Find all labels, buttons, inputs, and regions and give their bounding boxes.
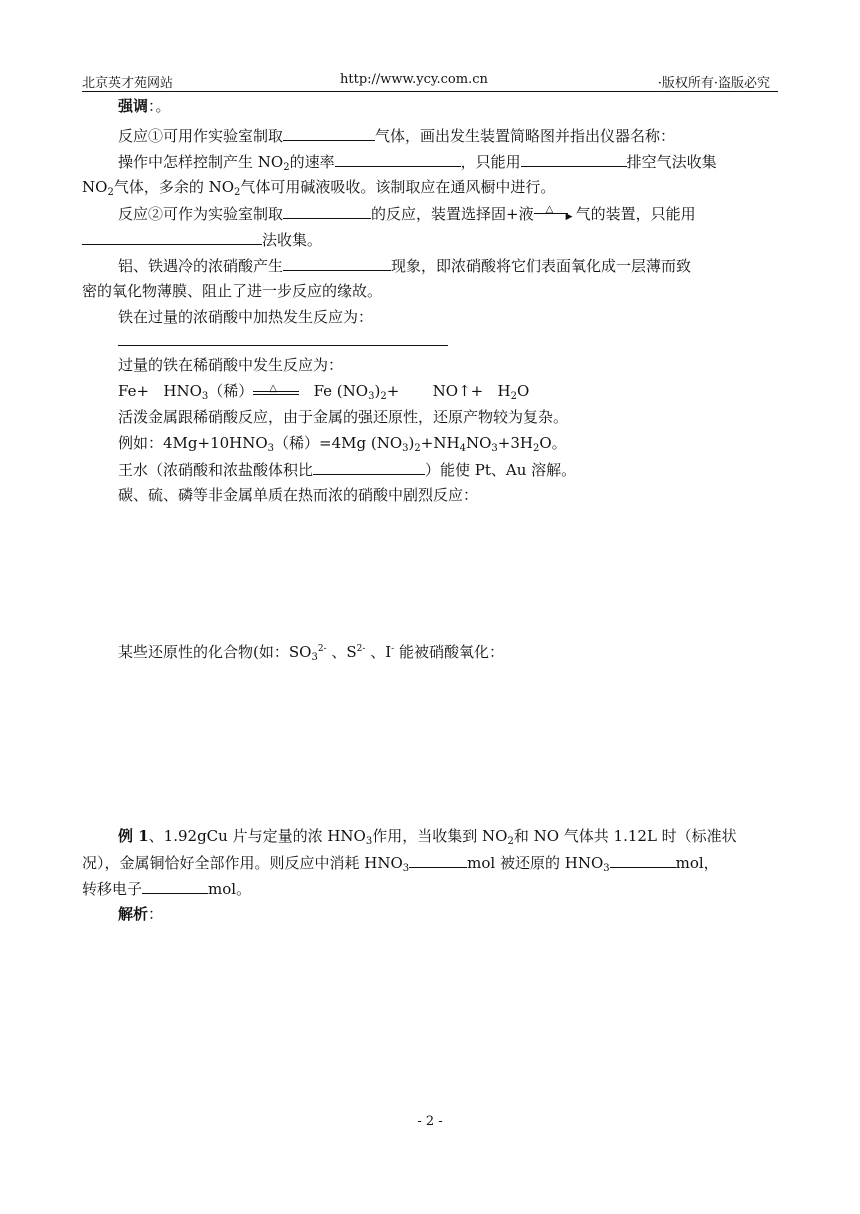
subscript: 3 xyxy=(402,863,410,874)
paragraph-line: 活泼金属跟稀硝酸反应，由于金属的强还原性，还原产物较为复杂。 xyxy=(118,408,569,426)
subscript: 2 xyxy=(532,443,540,454)
text-run: Fe (NO xyxy=(313,382,369,400)
paragraph-line: 碳、硫、磷等非金属单质在热而浓的硝酸中剧烈反应： xyxy=(118,486,479,504)
equals-heat-icon xyxy=(253,381,299,401)
text-run: NO↑+ xyxy=(432,382,484,400)
subscript: 2 xyxy=(107,187,114,198)
emphasis-line xyxy=(118,96,171,116)
example-line xyxy=(118,826,737,846)
example-label: 例 1 xyxy=(118,827,149,845)
text-run: H xyxy=(497,382,511,400)
answer-line xyxy=(118,345,448,346)
text-run: +NH xyxy=(420,434,460,452)
subscript: 3 xyxy=(365,836,373,847)
subscript: 2 xyxy=(414,443,421,454)
fill-blank xyxy=(283,203,371,219)
paragraph-line xyxy=(118,125,675,146)
text-run: + xyxy=(386,382,400,400)
text-run: 的速率 xyxy=(289,153,335,171)
emphasis-tail: ：。 xyxy=(148,97,171,115)
fill-blank xyxy=(610,852,676,868)
text-run: 反应①可用作实验室制取 xyxy=(118,127,284,145)
text-run: ) xyxy=(374,382,381,400)
analysis-line xyxy=(118,904,163,924)
fill-blank xyxy=(409,852,467,868)
text-run: mol 被还原的 HNO xyxy=(467,854,604,872)
text-run: ： xyxy=(148,905,164,923)
paragraph-line: 铁在过量的浓硝酸中加热发生反应为： xyxy=(118,308,374,326)
subscript: 2 xyxy=(507,836,514,847)
subscript: 3 xyxy=(491,443,498,454)
text-run: 铝、铁遇冷的浓硝酸产生 xyxy=(118,257,284,275)
text-run: HNO xyxy=(163,382,202,400)
delta-symbol: △ xyxy=(269,383,277,394)
text-run: 某些还原性的化合物(如：SO xyxy=(118,643,312,661)
text-run: 的反应，装置选择固+液 xyxy=(371,205,534,223)
equation-line xyxy=(118,381,529,401)
analysis-label: 解析 xyxy=(118,905,149,923)
subscript: 3 xyxy=(311,652,318,663)
text-run: 操作中怎样控制产生 NO xyxy=(118,153,284,171)
paragraph-line xyxy=(118,642,504,662)
text-run: 气体，多余的 NO xyxy=(113,178,235,196)
fill-blank xyxy=(335,151,461,167)
subscript: 4 xyxy=(459,443,466,454)
fill-blank xyxy=(283,125,375,141)
superscript: 2- xyxy=(317,644,327,654)
paragraph-line xyxy=(82,229,322,250)
subscript: 2 xyxy=(380,391,387,402)
text-run: 反应②可作为实验室制取 xyxy=(118,205,284,223)
text-run: O xyxy=(517,382,530,400)
example-line xyxy=(82,852,719,873)
text-run: mol， xyxy=(675,854,719,872)
delta-symbol: △ xyxy=(545,204,554,215)
text-run: 作用，当收集到 NO xyxy=(372,827,508,845)
text-run: 转移电子 xyxy=(82,880,143,898)
header-url: http://www.ycy.com.cn xyxy=(340,72,488,87)
text-run: Fe+ xyxy=(118,382,150,400)
paragraph-line xyxy=(118,151,717,172)
header-site-name: 北京英才苑网站 xyxy=(82,76,174,91)
fill-blank xyxy=(521,151,627,167)
emphasis-label: 强调 xyxy=(118,97,149,115)
paragraph-line xyxy=(118,459,576,480)
text-run: 、I xyxy=(365,643,392,661)
page-number: - 2 - xyxy=(417,1114,443,1129)
text-run: NO xyxy=(465,434,492,452)
text-run: 例如：4Mg+10HNO xyxy=(118,434,268,452)
text-run: 、1.92gCu 片与定量的浓 HNO xyxy=(148,827,366,845)
text-run: NO xyxy=(82,178,108,196)
text-run: （稀）=4Mg (NO xyxy=(274,434,403,452)
fill-blank xyxy=(142,878,208,894)
text-run: 气体可用碱液吸收。该制取应在通风橱中进行。 xyxy=(240,178,556,196)
text-run: 况），金属铜恰好全部作用。则反应中消耗 HNO xyxy=(82,854,403,872)
header-divider xyxy=(82,91,778,92)
text-run: 和 NO 气体共 1.12L 时（标准状 xyxy=(513,827,737,845)
text-run: （稀） xyxy=(208,382,254,400)
paragraph-line xyxy=(118,433,567,453)
text-run: 、S xyxy=(326,643,357,661)
subscript: 3 xyxy=(201,391,209,402)
text-run: O。 xyxy=(539,434,567,452)
subscript: 3 xyxy=(368,391,375,402)
text-run: 气体，画出发生装置简略图并指出仪器名称： xyxy=(375,127,676,145)
fill-blank xyxy=(313,459,425,475)
paragraph-line: 密的氧化物薄膜、阻止了进一步反应的缘故。 xyxy=(82,282,383,300)
example-line xyxy=(82,878,251,899)
text-run: mol。 xyxy=(208,880,252,898)
header-rights: ·版权所有·盗版必究 xyxy=(657,76,770,91)
paragraph-line: 过量的铁在稀硝酸中发生反应为： xyxy=(118,356,344,374)
paragraph-line xyxy=(118,203,696,224)
subscript: 3 xyxy=(267,443,275,454)
subscript: 3 xyxy=(402,443,409,454)
text-run: 现象，即浓硝酸将它们表面氧化成一层薄而致 xyxy=(391,257,692,275)
superscript: 2- xyxy=(356,644,366,654)
paragraph-line xyxy=(118,255,691,276)
subscript: 2 xyxy=(234,187,241,198)
text-run: 法收集。 xyxy=(262,231,323,249)
subscript: 2 xyxy=(283,162,290,173)
subscript: 2 xyxy=(510,391,518,402)
text-run: ）能使 Pt、Au 溶解。 xyxy=(425,461,577,479)
page-header xyxy=(82,72,778,90)
text-run: ，只能用 xyxy=(460,153,521,171)
text-run: 气的装置，只能用 xyxy=(575,205,696,223)
subscript: 3 xyxy=(603,863,610,874)
fill-blank xyxy=(82,229,262,245)
fill-blank xyxy=(283,255,391,271)
paragraph-line xyxy=(82,177,555,197)
text-run: ) xyxy=(408,434,415,452)
text-run: 王水（浓硝酸和浓盐酸体积比 xyxy=(118,461,314,479)
text-run: 排空气法收集 xyxy=(626,153,717,171)
heating-arrow-icon: △ ▶ xyxy=(534,203,576,223)
text-run: 能被硝酸氧化： xyxy=(394,643,504,661)
text-run: +3H xyxy=(497,434,533,452)
superscript: - xyxy=(391,644,395,654)
